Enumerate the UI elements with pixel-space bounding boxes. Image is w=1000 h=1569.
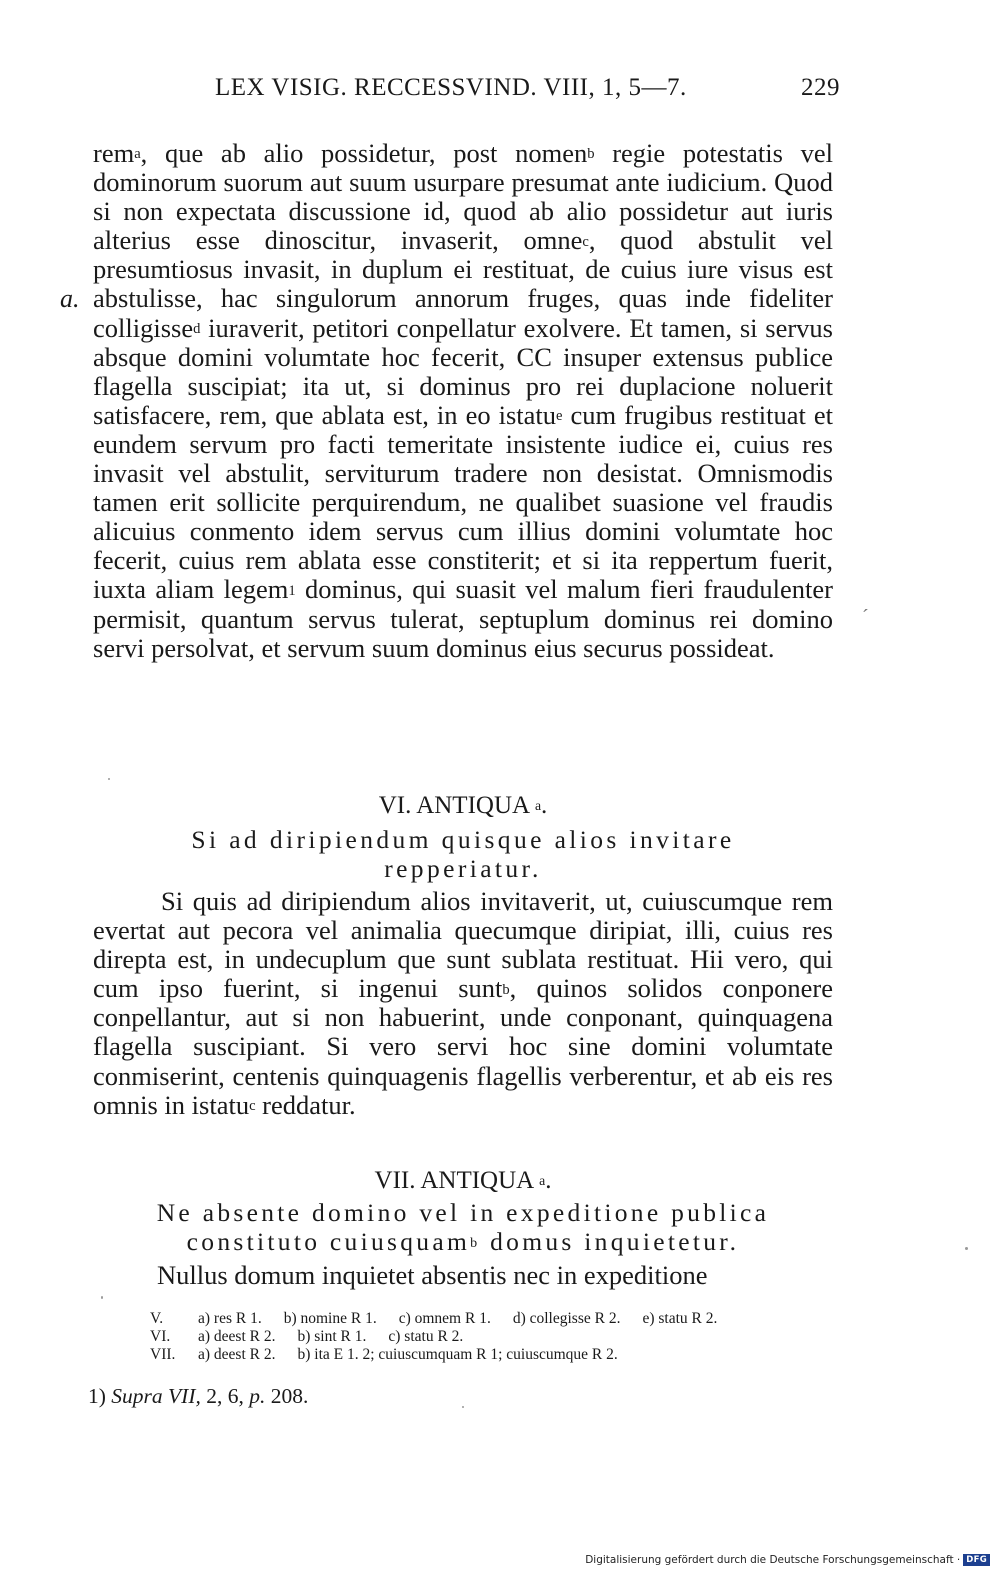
chapter-vii-text [93, 1261, 833, 1290]
apparatus-note: c) omnem R 1. [398, 1310, 491, 1327]
chapter-vi-heading-text: VI. ANTIQUA [378, 792, 529, 819]
apparatus-chapter-label: V. [150, 1310, 164, 1327]
apparatus-note: e) statu R 2. [642, 1310, 718, 1327]
apparatus-note-marker: b [470, 1235, 481, 1251]
apparatus-note-marker: b [587, 146, 595, 163]
chapter-v-text [93, 139, 833, 663]
apparatus-note-marker: a [539, 1172, 546, 1188]
text-segment: iuraverit, petitori conpellatur exolvere. Et tamen, si servus absque domini volumtate hoc fecerit, CC insuper extensus publice flagella suscipiat; ita ut, si dominus pro rei duplacione noluerit satisfacere, rem, que ablata est, in eo istatu [93, 312, 833, 430]
apparatus-note: a) deest R 2. [198, 1346, 276, 1363]
footnote [88, 1383, 308, 1409]
apparatus-chapter-label: VII. [150, 1346, 176, 1363]
dfg-logo: DFG [963, 1554, 990, 1566]
apparatus-note-marker: d [193, 320, 201, 337]
page-number: 229 [801, 74, 840, 101]
running-head-title: LEX VISIG. RECCESSVIND. VIII, 1, 5—7. [215, 74, 687, 101]
apparatus-note-marker: c [249, 1098, 256, 1115]
text-segment: , quod abstulit vel presumtiosus invasit, in duplum ei restituat, de cuius iure visus est abstulisse, hac singulorum annorum fruges, quas inde fideliter colligisse [93, 225, 833, 343]
scan-speck [965, 1247, 968, 1250]
text-segment: dominus, qui suasit vel malum fieri fraudulenter permisit, quantum servus tulerat, septuplum dominus rei domino servi persolvat, et servum suum dominus eius securus possideat. [93, 574, 833, 663]
chapter-vi-text [93, 887, 833, 1120]
apparatus-note: d) collegisse R 2. [512, 1310, 621, 1327]
footnote-italic: Supra VII, [111, 1384, 201, 1408]
chapter-vii-rubric [93, 1198, 833, 1256]
apparatus-note: c) statu R 2. [388, 1328, 464, 1345]
scan-speck [108, 778, 110, 780]
text-segment: reddatur. [255, 1089, 356, 1120]
apparatus-note: a) res R 1. [198, 1310, 262, 1327]
scan-speck [101, 1296, 103, 1299]
footnote-italic: p. [249, 1384, 266, 1408]
footnote-number: 1) [88, 1384, 106, 1408]
apparatus-line-v [150, 1310, 840, 1328]
heading-period: . [545, 1167, 552, 1194]
credit-text: Digitalisierung gefördert durch die Deutsche Forschungsgemeinschaft · [585, 1554, 961, 1566]
apparatus-note-marker: e [556, 408, 563, 425]
text-segment: , que ab alio possidetur, post nomen [140, 138, 588, 168]
rubric-text: domus inquietetur. [480, 1227, 740, 1256]
apparatus-note: b) ita E 1. 2; cuiuscumquam R 1; cuiuscumque R 2. [297, 1346, 618, 1363]
heading-period: . [541, 792, 548, 819]
margin-note-marker: a. [60, 284, 80, 313]
apparatus-line-vi [150, 1328, 840, 1346]
apparatus-note-marker: a [534, 797, 542, 813]
critical-apparatus [150, 1310, 840, 1364]
scan-speck [462, 1406, 464, 1408]
digitization-credit [585, 1554, 990, 1566]
chapter-vii-paragraph: Nullus domum inquietet absentis nec in expeditione [157, 1260, 708, 1290]
rubric-line [93, 1227, 833, 1256]
apparatus-note: b) sint R 1. [297, 1328, 367, 1345]
text-segment: , quinos solidos conponere conpellantur, aut si non habuerint, unde conponant, quinquagena flagella suscipiant. Si vero servi hoc sine domini volumtate conmiserint, centenis quinquagenis flagellis verberentur, et ab eis res omnis in istatu [93, 973, 833, 1120]
chapter-vii-heading [93, 1166, 833, 1196]
apparatus-note: a) deest R 2. [198, 1328, 276, 1345]
text-segment: Si quis ad diripiendum alios invitaverit, ut, cuiuscumque rem evertat aut pecora vel animalia quecumque diripiat, illi, cuius res direpta est, in undecuplum que sunt sublata restituat. Hii vero, qui cum ipso fuerint, si ingenui sunt [93, 886, 833, 1004]
chapter-vii-heading-text: VII. ANTIQUA [374, 1167, 533, 1194]
apparatus-note-marker: c [582, 233, 589, 250]
margin-tick-mark: ´ [862, 606, 869, 628]
apparatus-note: b) nomine R 1. [283, 1310, 377, 1327]
footnote-text: 2, 6, [200, 1384, 250, 1408]
chapter-v-paragraph [93, 139, 833, 663]
apparatus-note-marker: b [502, 981, 510, 998]
rubric-text: constituto cuiusquam [186, 1227, 471, 1256]
running-head [215, 74, 840, 108]
apparatus-note-marker: a [134, 146, 141, 163]
chapter-vi-heading [93, 791, 833, 821]
footnote-text: 208. [265, 1384, 309, 1408]
rubric-line: Ne absente domino vel in expeditione publica [156, 1198, 770, 1227]
text-segment: regie potestatis vel dominorum suorum aut suum usurpare presumat ante iudicium. Quod si non expectata discussione id, quod ab alio possidetur aut iuris alterius esse dinoscitur, invaserit, omne [93, 138, 834, 256]
rubric-line: Si ad diripiendum quisque alios invitare [191, 825, 735, 854]
apparatus-chapter-label: VI. [150, 1328, 171, 1345]
text-segment: cum frugibus restituat et eundem servum pro facti temeritate insistente iudice ei, cuius res invasit vel abstulit, serviturum tradere non desistat. Omnismodis tamen erit sollicite perquirendum, ne qualibet suasione vel fraudis alicuius conmento idem servus cum illius domini volumtate hoc fecerit, cuius rem ablata esse constiterit; et si ita reppertum fuerit, iuxta aliam legem [93, 399, 833, 605]
text-segment: rem [93, 138, 135, 168]
apparatus-line-vii [150, 1346, 840, 1364]
footnote-marker: 1 [288, 582, 296, 599]
chapter-vi-paragraph [93, 887, 833, 1120]
chapter-vi-rubric [93, 825, 833, 883]
rubric-line: repperiatur. [384, 854, 542, 883]
